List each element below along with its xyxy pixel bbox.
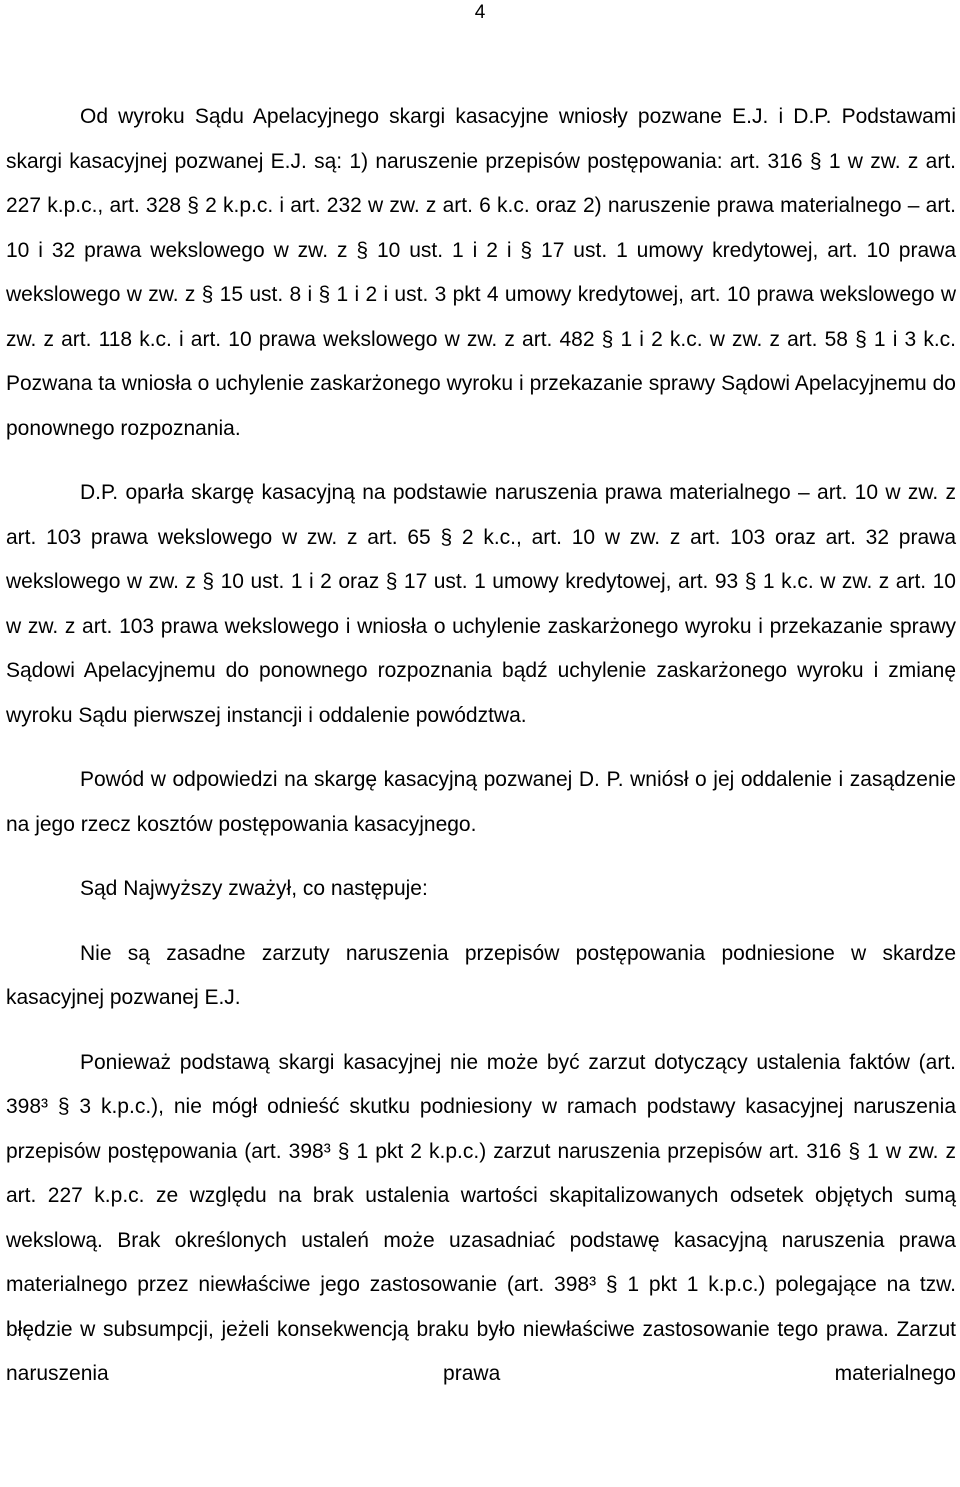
paragraph-court-considered: Sąd Najwyższy zważył, co następuje:: [80, 877, 428, 900]
paragraph-plaintiff-response: Powód w odpowiedzi na skargę kasacyjną pozwanej D. P. wniósł o jej oddalenie i zasądzenie na jego rzecz kosztów postępowania kasacyjnego.: [6, 768, 956, 836]
paragraph-charges-unfounded: Nie są zasadne zarzuty naruszenia przepisów postępowania podniesione w skardze kasacyjnej pozwanej E.J.: [6, 941, 956, 1009]
page-number: 4: [474, 2, 486, 23]
document-body: [6, 95, 956, 1397]
paragraph-appeals-grounds-ej: Od wyroku Sądu Apelacyjnego skargi kasacyjne wniosły pozwane E.J. i D.P. Podstawami skargi kasacyjnej pozwanej E.J. są: 1) naruszenie przepisów postępowania: art. 316 § 1 w zw. z art. 227 k.p.c., art. 328 § 2 k.p.c. i art. 232 w zw. z art. 6 k.c. oraz 2) naruszenie prawa materialnego – art. 10 i 32 prawa wekslowego w zw. z § 10 ust. 1 i 2 i § 17 ust. 1 umowy kredytowej, art. 10 prawa wekslowego w zw. z § 15 ust. 8 i § 1 i 2 i ust. 3 pkt 4 umowy kredytowej, art. 10 prawa wekslowego w zw. z art. 118 k.c. i art. 10 prawa wekslowego w zw. z art. 482 § 1 i 2 k.c. w zw. z art. 58 § 1 i 3 k.c. Pozwana ta wniosła o uchylenie zaskarżonego wyroku i przekazanie sprawy Sądowi Apelacyjnemu do ponownego rozpoznania.: [6, 105, 956, 440]
paragraph-reasoning: Ponieważ podstawą skargi kasacyjnej nie może być zarzut dotyczący ustalenia faktów (art. 398³ § 3 k.p.c.), nie mógł odnieść skutku podniesiony w ramach podstawy kasacyjnej naruszenia przepisów postępowania (art. 398³ § 1 pkt 2 k.p.c.) zarzut naruszenia przepisów art. 316 § 1 w zw. z art. 227 k.p.c. ze względu na brak ustalenia wartości skapitalizowanych odsetek objętych sumą wekslową. Brak określonych ustaleń może uzasadniać podstawę kasacyjną naruszenia prawa materialnego przez niewłaściwe jego zastosowanie (art. 398³ § 1 pkt 1 k.p.c.) polegające na tzw. błędzie w subsumpcji, jeżeli konsekwencją braku było niewłaściwe zastosowanie tego prawa. Zarzut naruszenia prawa materialnego: [6, 1050, 956, 1385]
paragraph-appeal-dp: D.P. oparła skargę kasacyjną na podstawie naruszenia prawa materialnego – art. 10 w zw. z art. 103 prawa wekslowego w zw. z art. 65 § 2 k.c., art. 10 w zw. z art. 103 oraz art. 32 prawa wekslowego w zw. z § 10 ust. 1 i 2 oraz § 17 ust. 1 umowy kredytowej, art. 93 § 1 k.c. w zw. z art. 10 w zw. z art. 103 prawa wekslowego i wniosła o uchylenie zaskarżonego wyroku i przekazanie sprawy Sądowi Apelacyjnemu do ponownego rozpoznania bądź uchylenie zaskarżonego wyroku i zmianę wyroku Sądu pierwszej instancji i oddalenie powództwa.: [6, 481, 956, 727]
